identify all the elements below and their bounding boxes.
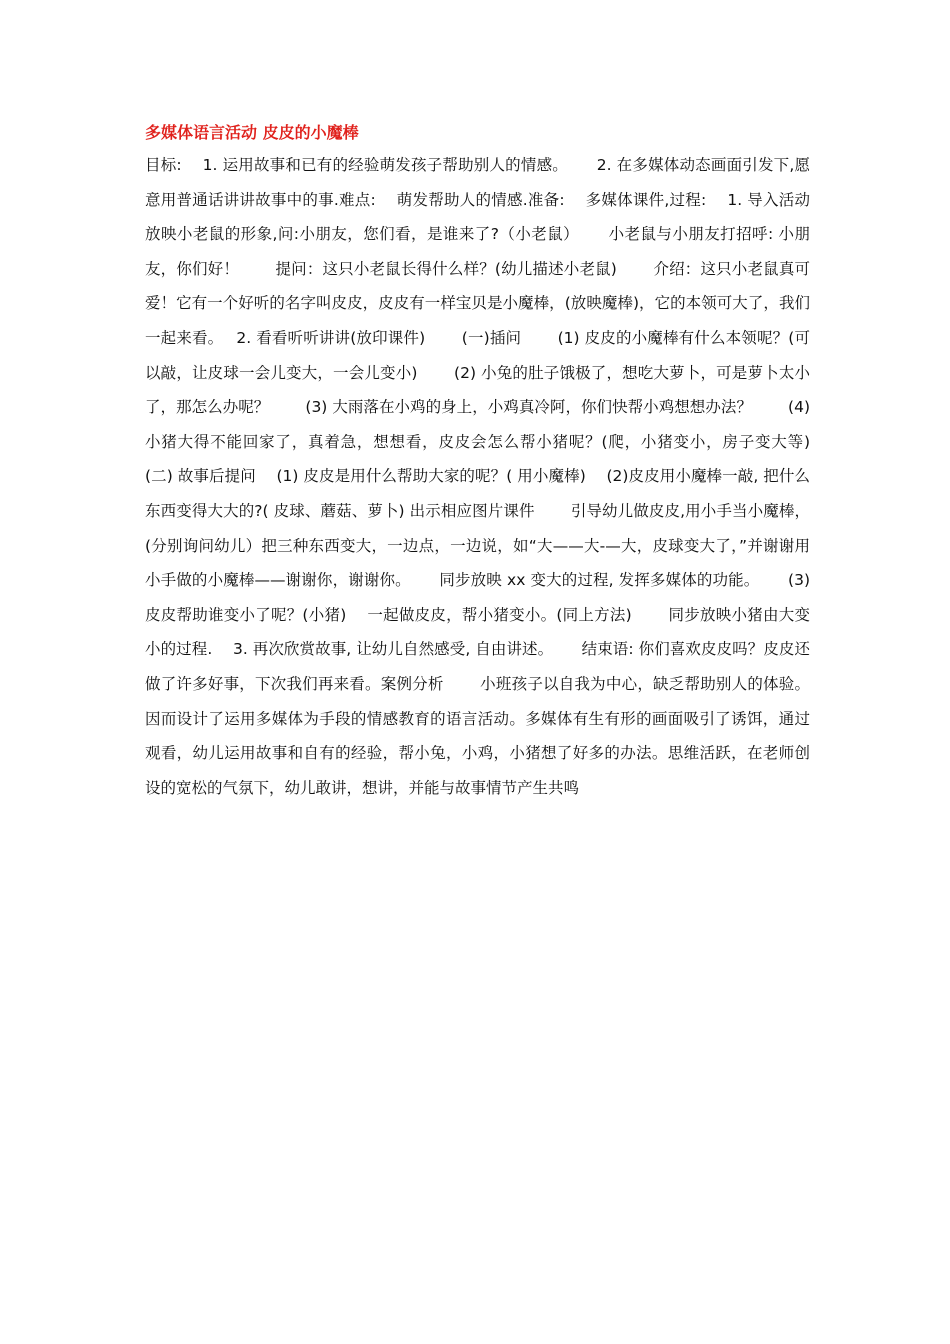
document-title: 多媒体语言活动 皮皮的小魔棒 (145, 123, 359, 142)
document-body: 目标: 1. 运用故事和已有的经验萌发孩子帮助别人的情感。 2. 在多媒体动态画面引发下,愿意用普通话讲讲故事中的事.难点: 萌发帮助人的情感.准备: 多媒体课件,过程: 1. 导入活动 放映小老鼠的形象,问:小朋友，您们看，是谁来了?（小老鼠） 小老鼠与小朋友打招呼: 小朋友，你们好！ 提问：这只小老鼠长得什么样？(幼儿描述小老鼠) 介绍：这只小老鼠真可爱！它有一个好听的名字叫皮皮，皮皮有一样宝贝是小魔棒，(放映魔棒)，它的本领可大了，我们一起来看。 2. 看看听听讲讲(放印课件) (一)插问 (1) 皮皮的小魔棒有什么本领呢？(可以敲，让皮球一会儿变大，一会儿变小) (2) 小兔的肚子饿极了，想吃大萝卜，可是萝卜太小了，那怎么办呢？ (3) 大雨落在小鸡的身上，小鸡真冷阿，你们快帮小鸡想想办法？ (4) 小猪大得不能回家了，真着急，想想看，皮皮会怎么帮小猪呢？(爬，小猪变小，房子变大等) (二) 故事后提问 (1) 皮皮是用什么帮助大家的呢？( 用小魔棒) (2)皮皮用小魔棒一敲, 把什么东西变得大大的?( 皮球、蘑菇、萝卜) 出示相应图片课件 引导幼儿做皮皮,用小手当小魔棒，(分别询问幼儿）把三种东西变大，一边点，一边说，如“大——大-—大，皮球变大了，”并谢谢用小手做的小魔棒——谢谢你，谢谢你。 同步放映 xx 变大的过程, 发挥多媒体的功能。 (3) 皮皮帮助谁变小了呢？(小猪) 一起做皮皮，帮小猪变小。(同上方法) 同步放映小猪由大变小的过程. 3. 再次欣赏故事, 让幼儿自然感受, 自由讲述。 结束语: 你们喜欢皮皮吗？皮皮还做了许多好事，下次我们再来看。案例分析 小班孩子以自我为中心，缺乏帮助别人的体验。因而设计了运用多媒体为手段的情感教育的语言活动。多媒体有生有形的画面吸引了诱饵，通过观看，幼儿运用故事和自有的经验，帮小兔，小鸡，小猪想了好多的办法。思维活跃，在老师创设的宽松的气氛下，幼儿敢讲，想讲，并能与故事情节产生共鸣 (145, 156, 846, 797)
